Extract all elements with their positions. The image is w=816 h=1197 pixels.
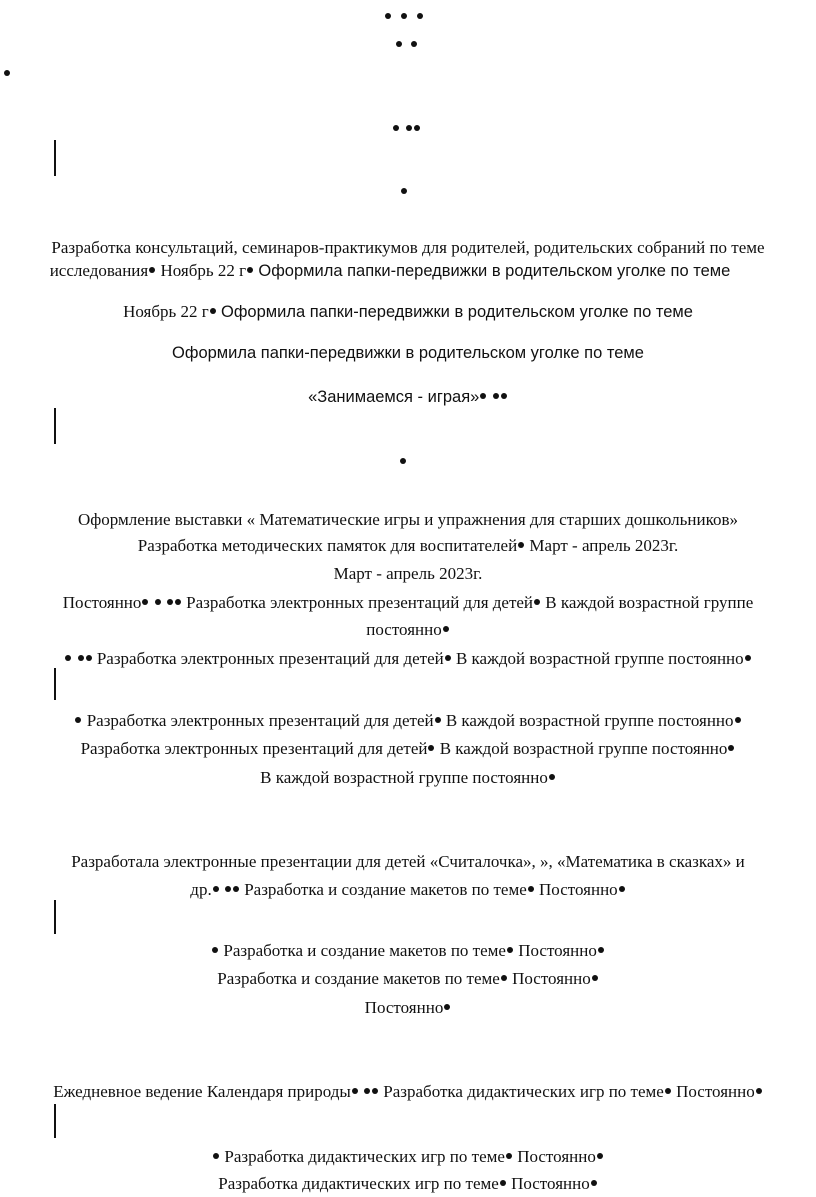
bullet-icon [212,947,218,953]
bullet-icon [549,774,555,780]
bullet-icon [518,542,524,548]
bullet-icon [528,886,534,892]
bullet-icon [534,599,540,605]
bullet-single [400,188,408,194]
bullet-icon [393,125,399,131]
text-line: Разработка дидактических игр по теме Постоянно [0,1173,816,1195]
bullet-icon [428,745,434,751]
bullet-icon [400,458,406,464]
bullet-icon [443,626,449,632]
bullet-icon [414,125,420,131]
bullet-icon [501,975,507,981]
bullet-icon [591,1180,597,1186]
bullet-icon [86,655,92,661]
bullet-single [399,458,407,464]
text-line: Постоянно Разработка электронных презентаций для детей В каждой возрастной группе [62,593,754,612]
text-line: Разработка и создание макетов по теме Постоянно [0,940,816,962]
bullet-cluster-2 [395,41,418,47]
bullet-cluster-3 [392,125,421,131]
bullet-icon [175,599,181,605]
bullet-icon [756,1088,762,1094]
bullet-icon [501,393,507,399]
bullet-icon [75,717,81,723]
text-line: Разработка методических памяток для воспитателей Март - апрель 2023г. [137,536,679,555]
vertical-bar [54,1104,56,1138]
bullet-icon [396,41,402,47]
vertical-bar [54,408,56,444]
bullet-icon [233,886,239,892]
text-line: Разработка электронных презентаций для детей В каждой возрастной группе постоянно [0,648,816,670]
bullet-icon [4,70,10,76]
bullet-icon [385,13,391,19]
bullet-icon [493,393,499,399]
vertical-bar [54,668,56,700]
bullet-icon [225,886,231,892]
bullet-icon [444,1004,450,1010]
text-line: Разработка консультаций, семинаров-практикумов для родителей, родительских собраний по теме [51,238,765,257]
bullet-icon [417,13,423,19]
bullet-icon [167,599,173,605]
bullet-icon [735,717,741,723]
text-line: Ежедневное ведение Календаря природы Разработка дидактических игр по теме Постоянно [0,1081,816,1103]
bullet-icon [401,188,407,194]
text-line: «Занимаемся - играя» [0,386,816,408]
bullet-left [3,70,11,76]
text-line: Постоянно [0,997,816,1019]
text-line: Разработка электронных презентаций для детей В каждой возрастной группе постоянно [0,710,816,732]
vertical-bar [54,140,56,176]
bullet-icon [506,1153,512,1159]
bullet-icon [619,886,625,892]
text-line: Разработка электронных презентаций для детей В каждой возрастной группе постоянно [0,738,816,760]
bullet-icon [149,267,155,273]
text-line: Март - апрель 2023г. [333,564,483,583]
text-line: Разработка дидактических игр по теме Постоянно [0,1146,816,1168]
text-line: В каждой возрастной группе постоянно [0,767,816,789]
text-line: др. Разработка и создание макетов по теме Постоянно [0,879,816,901]
bullet-icon [401,13,407,19]
bullet-icon [372,1088,378,1094]
bullet-icon [210,308,216,314]
bullet-icon [142,599,148,605]
text-line: исследования Ноябрь 22 г Оформила папки-передвижки в родительском уголке по теме [49,261,731,280]
bullet-icon [406,125,412,131]
bullet-icon [665,1088,671,1094]
vertical-bar [54,900,56,934]
text-line: постоянно [0,619,816,641]
bullet-icon [597,1153,603,1159]
bullet-icon [500,1180,506,1186]
bullet-cluster-top [384,13,424,19]
bullet-icon [728,745,734,751]
text-line: Оформила папки-передвижки в родительском уголке по теме [172,344,644,362]
text-line: Оформление выставки « Математические игры и упражнения для старших дошкольников» [77,510,739,529]
text-line: Ноябрь 22 г Оформила папки-передвижки в родительском уголке по теме [123,302,693,321]
text-line: Разработка и создание макетов по теме Постоянно [0,968,816,990]
bullet-icon [155,599,161,605]
bullet-icon [213,886,219,892]
bullet-icon [78,655,84,661]
bullet-icon [65,655,71,661]
bullet-icon [480,393,486,399]
bullet-icon [507,947,513,953]
bullet-icon [592,975,598,981]
bullet-icon [435,717,441,723]
bullet-icon [352,1088,358,1094]
bullet-icon [213,1153,219,1159]
bullet-icon [598,947,604,953]
bullet-icon [411,41,417,47]
bullet-icon [445,655,451,661]
bullet-icon [247,267,253,273]
bullet-icon [745,655,751,661]
bullet-icon [364,1088,370,1094]
text-line: Разработала электронные презентации для детей «Считалочка», », «Математика в сказках» и [71,852,745,871]
